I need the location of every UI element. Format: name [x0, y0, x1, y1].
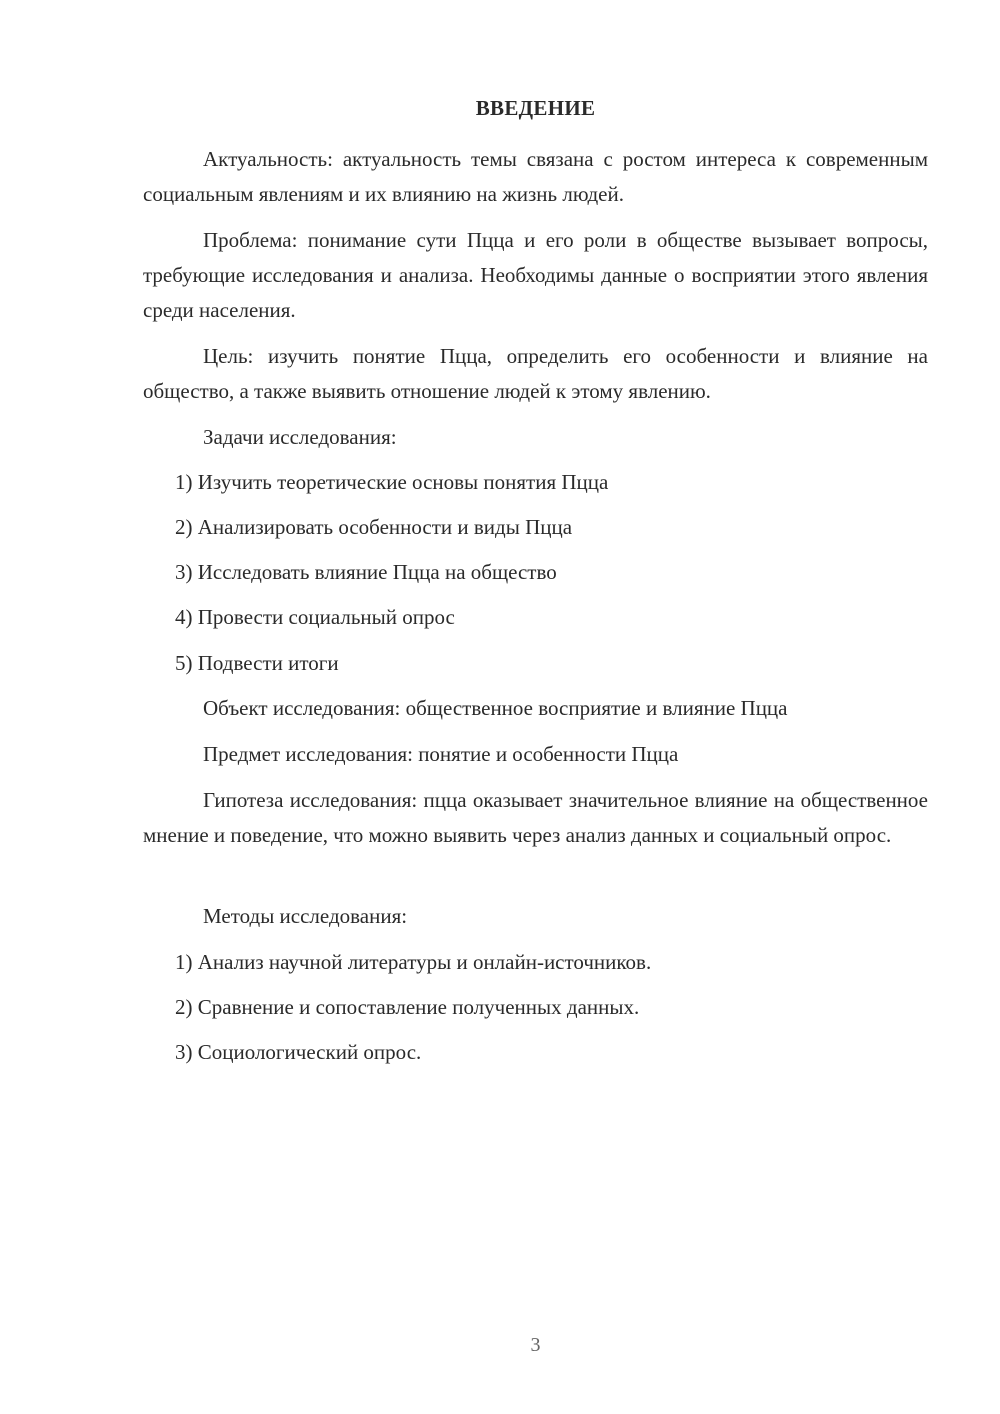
- tasks-heading: Задачи исследования:: [203, 425, 397, 449]
- method-item: 1) Анализ научной литературы и онлайн-источников.: [175, 950, 652, 974]
- relevance-paragraph: Актуальность: актуальность темы связана с ростом интереса к современным социальным явлениям и их влиянию на жизнь людей.: [143, 147, 928, 206]
- methods-heading: Методы исследования:: [203, 904, 408, 928]
- method-item: 3) Социологический опрос.: [175, 1040, 422, 1064]
- research-subject: Предмет исследования: понятие и особенности Пцца: [203, 742, 679, 766]
- problem-paragraph: Проблема: понимание сути Пцца и его роли в обществе вызывает вопросы, требующие исследования и анализа. Необходимы данные о восприятии этого явления среди населения.: [143, 228, 928, 322]
- task-item: 5) Подвести итоги: [175, 651, 339, 675]
- task-item: 1) Изучить теоретические основы понятия Пцца: [175, 470, 609, 494]
- task-item: 2) Анализировать особенности и виды Пцца: [175, 515, 573, 539]
- task-item: 4) Провести социальный опрос: [175, 605, 455, 629]
- document-page: [143, 0, 928, 1414]
- method-item: 2) Сравнение и сопоставление полученных данных.: [175, 995, 640, 1019]
- page-title: ВВЕДЕНИЕ: [475, 96, 596, 120]
- page-number: 3: [530, 1334, 541, 1356]
- research-object: Объект исследования: общественное восприятие и влияние Пцца: [203, 696, 788, 720]
- task-item: 3) Исследовать влияние Пцца на общество: [175, 560, 557, 584]
- goal-paragraph: Цель: изучить понятие Пцца, определить его особенности и влияние на общество, а также выявить отношение людей к этому явлению.: [143, 344, 928, 403]
- hypothesis-paragraph: Гипотеза исследования: пцца оказывает значительное влияние на общественное мнение и поведение, что можно выявить через анализ данных и социальный опрос.: [143, 788, 928, 847]
